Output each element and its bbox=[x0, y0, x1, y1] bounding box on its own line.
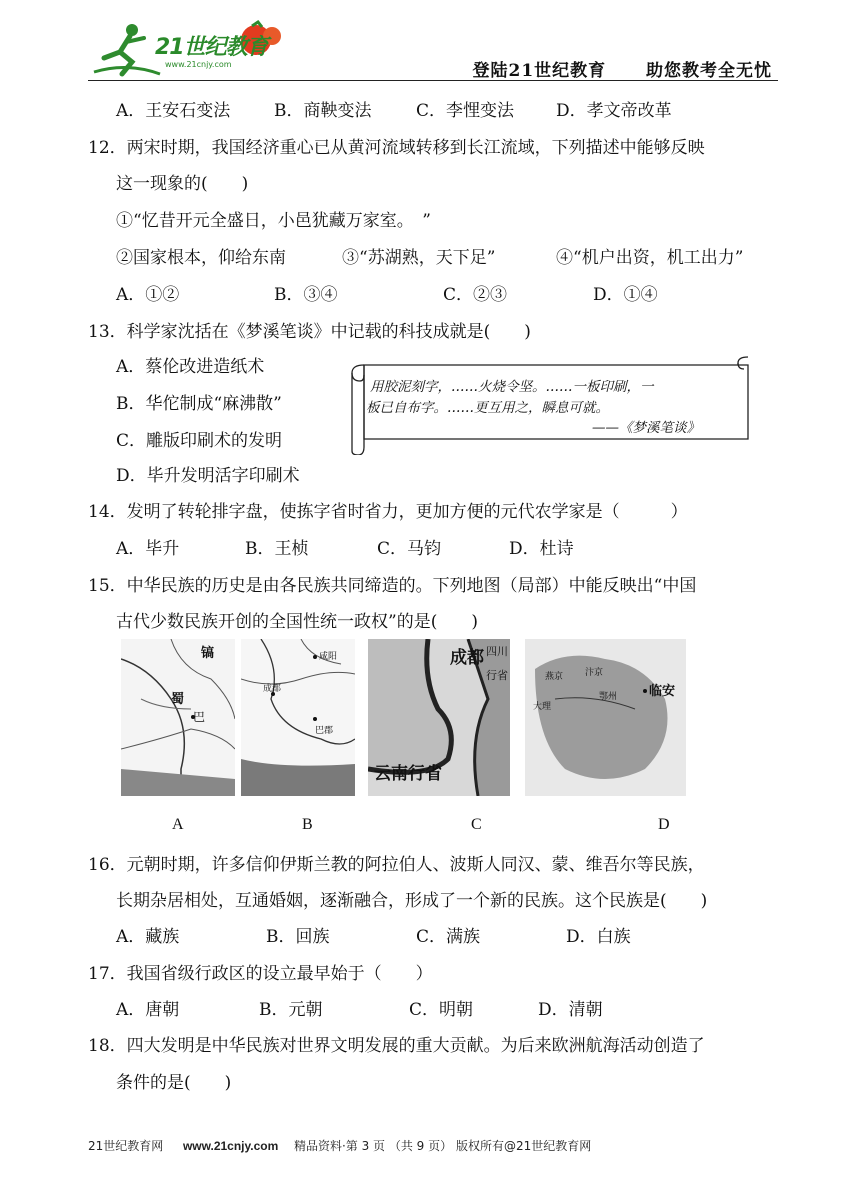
svg-text:临安: 临安 bbox=[649, 684, 676, 699]
svg-text:汴京: 汴京 bbox=[585, 668, 604, 678]
q13-option-b: B．华佗制成“麻沸散” bbox=[116, 394, 282, 414]
q13-option-a: A．蔡伦改进造纸术 bbox=[116, 357, 265, 377]
footer-url: www.21cnjy.com bbox=[182, 1139, 279, 1153]
svg-text:镐: 镐 bbox=[201, 646, 215, 661]
q12-option-d: D．①④ bbox=[593, 285, 658, 305]
map-a bbox=[121, 639, 235, 796]
map-label-a: A bbox=[172, 816, 184, 833]
svg-text:巴郡: 巴郡 bbox=[315, 726, 334, 736]
svg-text:成都: 成都 bbox=[263, 684, 282, 694]
q12-item-1: ①“忆昔开元全盛日，小邑犹藏万家室。 ” bbox=[116, 211, 431, 231]
q11-option-c: C．李悝变法 bbox=[416, 101, 515, 121]
header-rule bbox=[88, 80, 778, 81]
q17-option-c: C．明朝 bbox=[409, 1000, 474, 1020]
page-footer bbox=[88, 1137, 591, 1154]
q18-stem-line1: 18．四大发明是中华民族对世界文明发展的重大贡献。为后来欧洲航海活动创造了 bbox=[88, 1036, 705, 1056]
q17-option-d: D．清朝 bbox=[538, 1000, 603, 1020]
svg-text:云南行省: 云南行省 bbox=[374, 764, 442, 784]
footer-site: 21世纪教育网 bbox=[88, 1139, 164, 1153]
map-d bbox=[525, 639, 686, 796]
q13-option-d: D．毕升发明活字印刷术 bbox=[116, 466, 300, 486]
scroll-source: ——《梦溪笔谈》 bbox=[592, 420, 700, 436]
q11-option-b: B．商鞅变法 bbox=[274, 101, 372, 121]
q17-stem: 17．我国省级行政区的设立最早始于（ ） bbox=[88, 964, 433, 984]
logo-url: www.21cnjy.com bbox=[165, 60, 232, 69]
slogan-left: 登陆21世纪教育 bbox=[472, 61, 607, 81]
slogan-right: 助您教考全无忧 bbox=[646, 61, 772, 81]
svg-text:燕京: 燕京 bbox=[545, 672, 564, 682]
footer-page-info: 精品资料·第 3 页 （共 9 页） 版权所有@21世纪教育网 bbox=[293, 1139, 592, 1153]
q12-item-2: ②国家根本，仰给东南 bbox=[116, 248, 286, 268]
q15-stem-line1: 15．中华民族的历史是由各民族共同缔造的。下列地图（局部）中能反映出“中国 bbox=[88, 576, 697, 596]
q14-option-c: C．马钧 bbox=[377, 539, 442, 559]
q12-option-c: C．②③ bbox=[443, 285, 508, 305]
scroll-line-1: 用胶泥刻字，……火烧令坚。……一板印刷，一 bbox=[370, 379, 654, 395]
q18-stem-line2: 条件的是( ) bbox=[116, 1073, 232, 1093]
q16-stem-line2: 长期杂居相处，互通婚姻，逐渐融合，形成了一个新的民族。这个民族是( ) bbox=[116, 891, 708, 911]
map-c bbox=[368, 639, 510, 796]
q14-option-b: B．王桢 bbox=[245, 539, 309, 559]
svg-text:四川: 四川 bbox=[486, 645, 508, 658]
map-b bbox=[241, 639, 355, 796]
quote-scroll bbox=[346, 355, 754, 455]
scroll-line-2: 板已自布字。……更互用之，瞬息可就。 bbox=[366, 400, 609, 416]
runner-logo-icon bbox=[92, 18, 162, 78]
q16-option-c: C．满族 bbox=[416, 927, 481, 947]
svg-text:鄂州: 鄂州 bbox=[599, 692, 618, 702]
svg-text:大理: 大理 bbox=[533, 702, 552, 712]
q16-stem-line1: 16．元朝时期，许多信仰伊斯兰教的阿拉伯人、波斯人同汉、蒙、维吾尔等民族， bbox=[88, 855, 705, 875]
q12-item-4: ④“机户出资，机工出力” bbox=[556, 248, 744, 268]
svg-text:巴: 巴 bbox=[193, 710, 206, 724]
q14-option-d: D．杜诗 bbox=[509, 539, 574, 559]
q12-option-a: A．①② bbox=[116, 285, 180, 305]
q12-option-b: B．③④ bbox=[274, 285, 338, 305]
q13-stem: 13．科学家沈括在《梦溪笔谈》中记载的科技成就是( ) bbox=[88, 322, 531, 342]
q12-stem-line1: 12．两宋时期，我国经济重心已从黄河流域转移到长江流域，下列描述中能够反映 bbox=[88, 138, 705, 158]
svg-text:咸阳: 咸阳 bbox=[319, 652, 338, 662]
svg-text:行省: 行省 bbox=[486, 669, 508, 682]
q11-option-a: A．王安石变法 bbox=[116, 101, 231, 121]
svg-text:成都: 成都 bbox=[450, 648, 484, 668]
q17-option-a: A．唐朝 bbox=[116, 1000, 180, 1020]
svg-text:蜀: 蜀 bbox=[171, 692, 185, 707]
q13-option-c: C．雕版印刷术的发明 bbox=[116, 431, 283, 451]
q16-option-a: A．藏族 bbox=[116, 927, 180, 947]
map-label-d: D bbox=[658, 816, 670, 833]
q11-option-d: D．孝文帝改革 bbox=[556, 101, 672, 121]
map-label-b: B bbox=[302, 816, 313, 833]
q12-item-3: ③“苏湖熟，天下足” bbox=[342, 248, 496, 268]
logo-text: 21世纪教育 bbox=[155, 35, 268, 60]
q14-option-a: A．毕升 bbox=[116, 539, 180, 559]
q14-stem: 14．发明了转轮排字盘，使拣字省时省力，更加方便的元代农学家是（ ） bbox=[88, 502, 688, 522]
q15-stem-line2: 古代少数民族开创的全国性统一政权”的是( ) bbox=[116, 612, 478, 632]
header-slogan bbox=[472, 56, 772, 81]
q12-stem-line2: 这一现象的( ) bbox=[116, 174, 249, 194]
q16-option-d: D．白族 bbox=[566, 927, 631, 947]
map-label-c: C bbox=[471, 816, 482, 833]
q16-option-b: B．回族 bbox=[266, 927, 330, 947]
q17-option-b: B．元朝 bbox=[259, 1000, 323, 1020]
